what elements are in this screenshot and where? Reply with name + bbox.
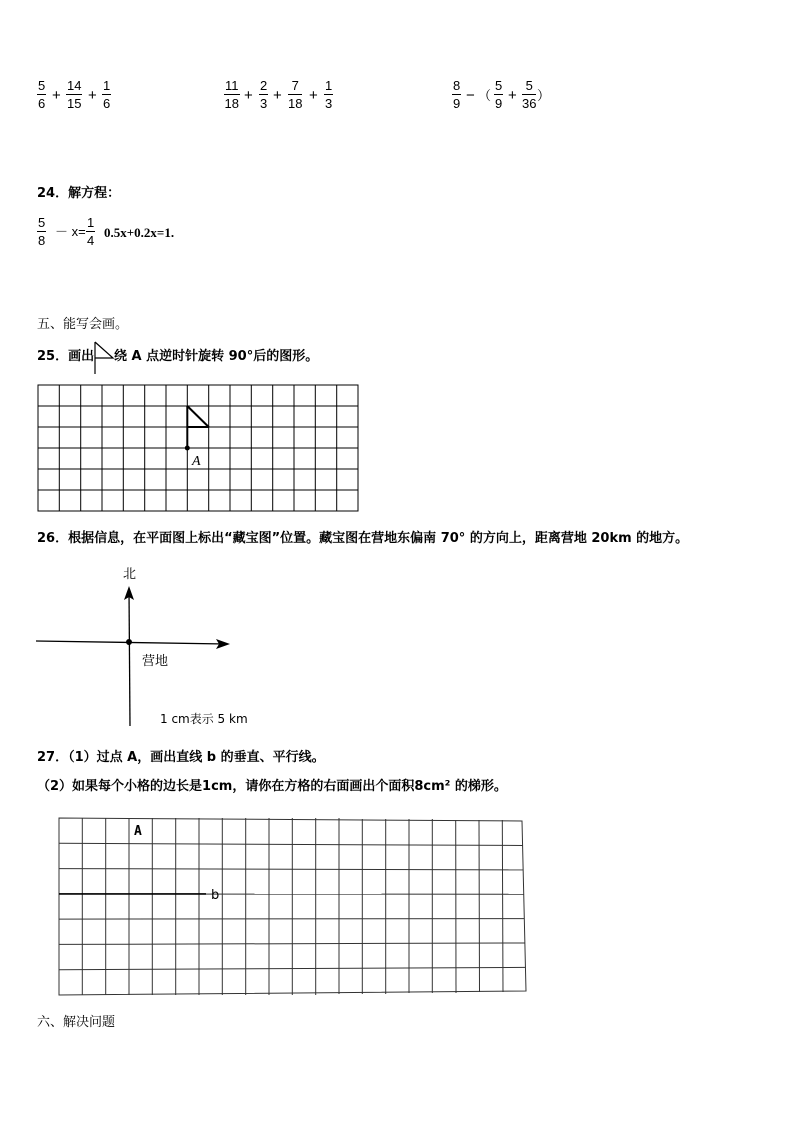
equation-middle: － x= bbox=[55, 224, 86, 239]
fraction: $\frac{5}{36}$ bbox=[522, 78, 537, 111]
plus-sign: + bbox=[273, 87, 282, 104]
question-25-pre: 25．画出 bbox=[37, 349, 95, 364]
point-a-label: A bbox=[192, 454, 201, 469]
plus-sign: + bbox=[244, 87, 253, 104]
section-5-heading: 五、能写会画。 bbox=[37, 317, 129, 332]
plus-sign: + bbox=[52, 87, 61, 104]
fraction: $\frac{5}{6}$ bbox=[38, 78, 46, 111]
north-label: 北 bbox=[123, 567, 137, 582]
fraction: $\frac{5}{8}$ bbox=[38, 215, 46, 248]
question-26-text: 26．根据信息，在平面图上标出“藏宝图”位置。藏宝图在营地东偏南 70° 的方向上，距离营地 20km 的地方。 bbox=[37, 531, 689, 546]
grid-25-lines bbox=[38, 385, 358, 511]
camp-label: 营地 bbox=[142, 654, 169, 669]
question-25-post: 绕 A 点逆时针旋转 90°后的图形。 bbox=[114, 349, 319, 364]
left-paren: （ bbox=[478, 88, 492, 103]
fraction: $\frac{1}{4}$ bbox=[87, 215, 95, 248]
minus-sign: − bbox=[466, 87, 475, 104]
equation-2: 0.5x+0.2x=1. bbox=[104, 225, 175, 240]
compass-diagram bbox=[36, 560, 276, 730]
fraction: $\frac{2}{3}$ bbox=[260, 78, 268, 111]
fraction: $\frac{1}{6}$ bbox=[103, 78, 111, 111]
question-27-line1: 27．（1）过点 A，画出直线 b 的垂直、平行线。 bbox=[37, 750, 325, 765]
section-6-heading: 六、解决问题 bbox=[37, 1015, 116, 1030]
grid-25 bbox=[36, 383, 362, 515]
point-a-label-27: A bbox=[134, 824, 142, 839]
point-a bbox=[185, 446, 190, 451]
flag-shape-icon bbox=[93, 340, 115, 376]
fraction: $\frac{1}{3}$ bbox=[325, 78, 333, 111]
grid-27 bbox=[56, 815, 528, 999]
right-paren: ） bbox=[537, 88, 551, 103]
plus-sign: + bbox=[508, 87, 517, 104]
north-axis bbox=[129, 590, 130, 726]
fraction: $\frac{5}{9}$ bbox=[495, 78, 503, 111]
fraction: $\frac{11}{18}$ bbox=[224, 78, 239, 111]
question-24-title: 24．解方程： bbox=[37, 186, 121, 201]
plus-sign: + bbox=[88, 87, 97, 104]
line-b-label: b bbox=[211, 888, 220, 903]
camp-point bbox=[126, 639, 132, 645]
fraction: $\frac{8}{9}$ bbox=[453, 78, 461, 111]
fraction: $\frac{7}{18}$ bbox=[288, 78, 303, 111]
plus-sign: + bbox=[309, 87, 318, 104]
grid-27-lines bbox=[59, 818, 526, 995]
question-27-line2: （2）如果每个小格的边长是1cm，请你在方格的右面画出个面积8cm² 的梯形。 bbox=[37, 779, 507, 794]
fraction: $\frac{14}{15}$ bbox=[67, 78, 82, 111]
scale-label: 1 cm表示 5 km bbox=[160, 712, 248, 726]
flag-figure bbox=[185, 406, 209, 451]
